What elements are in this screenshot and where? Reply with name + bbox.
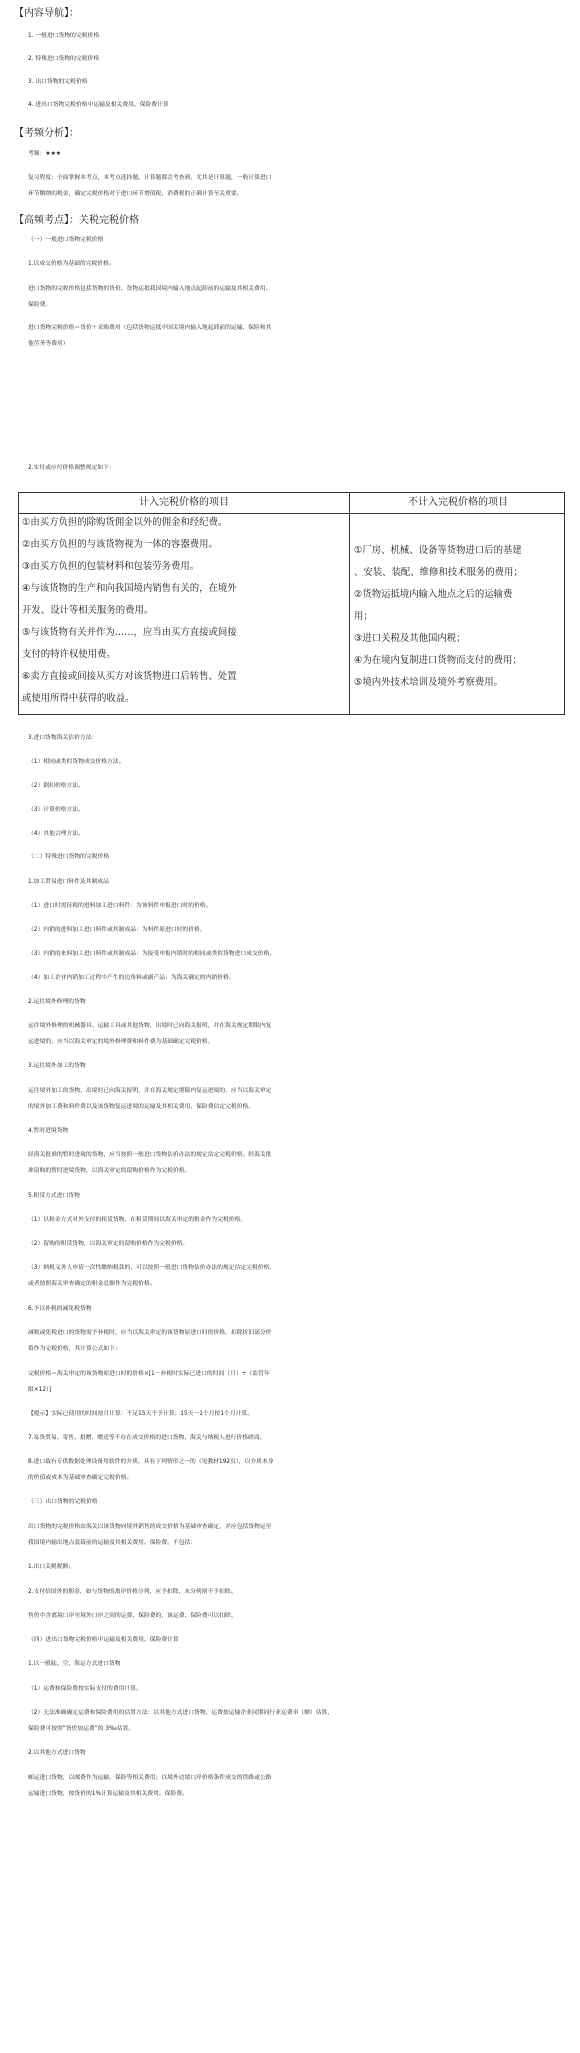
table-excluded-line: ③进口关税及其他国内税；: [354, 633, 466, 644]
table-included-line: 或使用所得中获得的收益。: [22, 693, 135, 704]
sec3-line2: 我国境内输出地点装载前的运输及其相关费用、保险费。不包括：: [28, 1540, 197, 1546]
s2-5-line3b: 或者按照海关审查确定的租金总额作为完税价格。: [28, 1281, 156, 1287]
s2-5-title: 5.租赁方式进口货物: [28, 1193, 80, 1199]
s2-8-line1: 8.进口载有专供数据处理设备用软件的介质，具有下列情形之一的（见教材192页），以介质本身: [28, 1459, 274, 1465]
s2-2-title: 2.运往境外修理的货物: [28, 999, 86, 1005]
s2-1-item: （3）内销的来料加工进口料件或其制成品：为接受申报内销时的相同或类似货物进口成交价格。: [28, 951, 276, 957]
table-header-divider: [19, 513, 564, 514]
sec4-sub2-line2: 保险费可按照“货价加运费”的 3‰估算。: [28, 1726, 135, 1732]
table-included-line: 开发、设计等相关服务的费用。: [22, 605, 154, 616]
table-included-line: 支付的特许权使用费。: [22, 649, 116, 660]
s2-5-line3a: （3）纳税义务人申请一次性缴纳税款的，可以按照一般进口货物估价办法的规定估定完税价格，: [28, 1265, 276, 1271]
sec2-title: （二）特殊进口货物的完税价格: [28, 854, 110, 860]
sec3-title: （三）出口货物的完税价格: [28, 1499, 98, 1505]
tip-line: 【提示】实际已使用的时间按月计算：不足15天不予计算；15天一1个月按1个月计算。: [28, 1411, 254, 1417]
s2-7: 7.易货贸易、寄售、捐赠、赠送等不存在成交价格的进口货物，海关与纳税人进行价格磋商。: [28, 1435, 266, 1441]
table-excluded-line: ①厂房、机械、设备等货物进口后的基建: [354, 545, 522, 556]
sec1-para2-line1: 进口货物完税价格＝货价＋采购费用（包括货物运抵中国关境内输入地起卸前的运输、保险和其: [28, 325, 272, 331]
s2-1-item: （1）进口时需征税的进料加工进口料件：为该料件申报进口时的价格。: [28, 903, 212, 909]
method-3: （3）计算价格方法。: [28, 807, 84, 813]
sec3-line1: 出口货物的完税价格由海关以该货物向境外销售的成交价格为基础审查确定，并应包括货物运至: [28, 1524, 272, 1530]
table-included-line: ②由买方负担的与该货物视为一体的容器费用。: [22, 539, 218, 550]
table-excluded-line: ⑤境内外技术培训及境外考察费用。: [354, 677, 504, 688]
s2-4-line2: 准留购的暂时进境货物，以海关审定的留购价格作为完税价格。: [28, 1168, 191, 1174]
sec1-para1-line1: 进口货物的完税价格包括货物的货价、货物运抵我国境内输入地点起卸前的运输及其相关费用、: [28, 286, 272, 292]
table-excluded-line: 用；: [354, 611, 373, 622]
sec1-title: （一）一般进口货物完税价格: [28, 237, 104, 243]
formula-line2: 限×12）]: [28, 1387, 52, 1393]
table-excluded-line: ②货物运抵境内输入地点之后的运输费: [354, 589, 513, 600]
nav-item-1: 1. 一般进口货物的完税价格: [28, 33, 100, 39]
sec4-item2: 2.以其他方式进口货物: [28, 1750, 86, 1756]
sec4-item2-line2: 运输进口货物，按货价的1%计算运输及其相关费用、保险费。: [28, 1791, 188, 1797]
sec1-para2-line2: 他劳务等费用）: [28, 341, 69, 347]
sec4-sub1: （1）运费和保险费按实际支付的费用计算。: [28, 1686, 142, 1692]
review-line-1: 复习程度：全面掌握本考点，本考点选择题、计算题都会考查到，尤其是计算题，一般计算进口: [28, 175, 272, 181]
s2-8-line2: 的价值或成本为基础审查确定完税价格。: [28, 1475, 133, 1481]
s2-6-title: 6.予以补税的减免税货物: [28, 1306, 92, 1312]
s2-1-item: （2）内销的进料加工进口料件或其制成品：为料件原进口时的价格。: [28, 927, 206, 933]
s2-1-item: （4）加工企业内销加工过程中产生的边角料或副产品：为海关确定的内销价格。: [28, 975, 235, 981]
formula-line1: 完税价格＝海关审定的该货物原进口时的价格×[1－补税时实际已进口的时间（月）÷（监管年: [28, 1371, 270, 1377]
table-included-line: ③由买方负担的包装材料和包装劳务费用。: [22, 561, 200, 572]
s2-6-line1: 减税或免税进口的货物需予补税时，应当以海关审定的该货物原进口时的价格，扣除折旧部分价: [28, 1330, 272, 1336]
sec3-item-1: 1.出口关税税额；: [28, 1564, 75, 1570]
method-2: （2）倒扣价格方法。: [28, 783, 84, 789]
table-excluded-line: 、安装、装配、维修和技术服务的费用；: [354, 567, 523, 578]
table-included-line: ④与该货物的生产和向我国境内销售有关的，在境外: [22, 583, 237, 594]
s2-2-line1: 运往境外修理的机械器具、运输工具或其他货物，出境时已向海关报明，并在海关规定期限内复: [28, 1023, 272, 1029]
frequency: 考频：★★★: [28, 151, 61, 157]
sec1-item1: 1.以成交价格为基础的完税价格。: [28, 261, 115, 267]
nav-item-4: 4. 进出口货物完税价格中运输及相关费用、保险费计算: [28, 102, 169, 108]
s2-1-title: 1.加工贸易进口料件及其制成品: [28, 879, 109, 885]
method-1: （1）相同或类似货物成交价格方法。: [28, 759, 125, 765]
review-line-2: 环节缴纳的税金，确定完税价格对于进口环节增值税、消费税的正确计算至关重要。: [28, 191, 243, 197]
sec4-title: （四）进出口货物完税价格中运输及相关费用、保险费计算: [28, 1637, 179, 1643]
analysis-heading: 【考频分析】：: [14, 128, 79, 139]
s2-3-title: 3.运往境外加工的货物: [28, 1063, 86, 1069]
sec3-item-3: 售价中含离境口岸至境外口岸之间的运费、保险费的，该运费、保险费可以扣除。: [28, 1613, 237, 1619]
sec1-para1-line2: 保险费。: [28, 302, 52, 308]
s2-3-line1: 运往境外加工的货物，出境时已向海关报明，并在海关规定期限内复运进境的，应当以海关审定: [28, 1088, 272, 1094]
sec1-item3: 3.进口货物海关估价方法：: [28, 735, 98, 741]
table-col-divider: [349, 493, 350, 714]
table-excluded-line: ④为在境内复制进口货物而支付的费用；: [354, 655, 522, 666]
table-header-included: 计入完税价格的项目: [139, 497, 229, 508]
table-header-excluded: 不计入完税价格的项目: [408, 497, 508, 508]
nav-heading: 【内容导航】：: [14, 8, 79, 19]
sec4-item2-line1: 邮运进口货物，以邮费作为运输、保险等相关费用；以境外边境口岸价格条件成交的铁路或公路: [28, 1775, 272, 1781]
hot-point: 【高频考点】：关税完税价格: [14, 215, 139, 226]
s2-2-line2: 运进境的，应当以海关审定的境外修理费和料件费为基础确定完税价格。: [28, 1039, 214, 1045]
sec3-item-2: 2.支付给国外的佣金，如与货物的离岸价格分列，应予扣除，未分列则不予扣除。: [28, 1589, 237, 1595]
s2-3-line2: 的境外加工费和料件费以及该货物复运进境的运输及其相关费用、保险费估定完税价格。: [28, 1104, 255, 1110]
nav-item-3: 3. 出口货物的完税价格: [28, 79, 88, 85]
s2-5-line2: （2）留购的租赁货物，以海关审定的留购价格作为完税价格。: [28, 1241, 189, 1247]
nav-item-2: 2. 特殊进口货物的完税价格: [28, 56, 100, 62]
table-included-line: ⑤与该货物有关并作为……，应当由买方直接或间接: [22, 627, 237, 638]
s2-5-line1: （1）以租金方式对外支付的租赁货物，在租赁期间以海关审定的租金作为完税价格。: [28, 1217, 247, 1223]
s2-4-title: 4.暂时进境货物: [28, 1128, 69, 1134]
s2-4-line1: 经海关批准的暂时进境的货物，应当按照一般进口货物估价办法的规定估定完税价格。经海关批: [28, 1152, 272, 1158]
sec4-item1: 1.以一般陆、空、海运方式进口货物: [28, 1661, 121, 1667]
table-included-line: ①由买方负担的除购货佣金以外的佣金和经纪费。: [22, 517, 228, 528]
method-4: （4）其他合理方法。: [28, 831, 84, 837]
s2-6-line2: 值作为完税价格，其计算公式如下：: [28, 1346, 121, 1352]
price-adjust-table: [18, 492, 565, 715]
sec4-sub2-line1: （2）无法准确确定运费和保险费用的估算方法：以其他方式进口货物，运费按运输企业同期同行业运费率（额）估算，: [28, 1710, 334, 1716]
sec1-item2: 2.实付或应付价格调整规定如下：: [28, 465, 115, 471]
table-included-line: ⑥卖方直接或间接从买方对该货物进口后转售、处置: [22, 671, 237, 682]
